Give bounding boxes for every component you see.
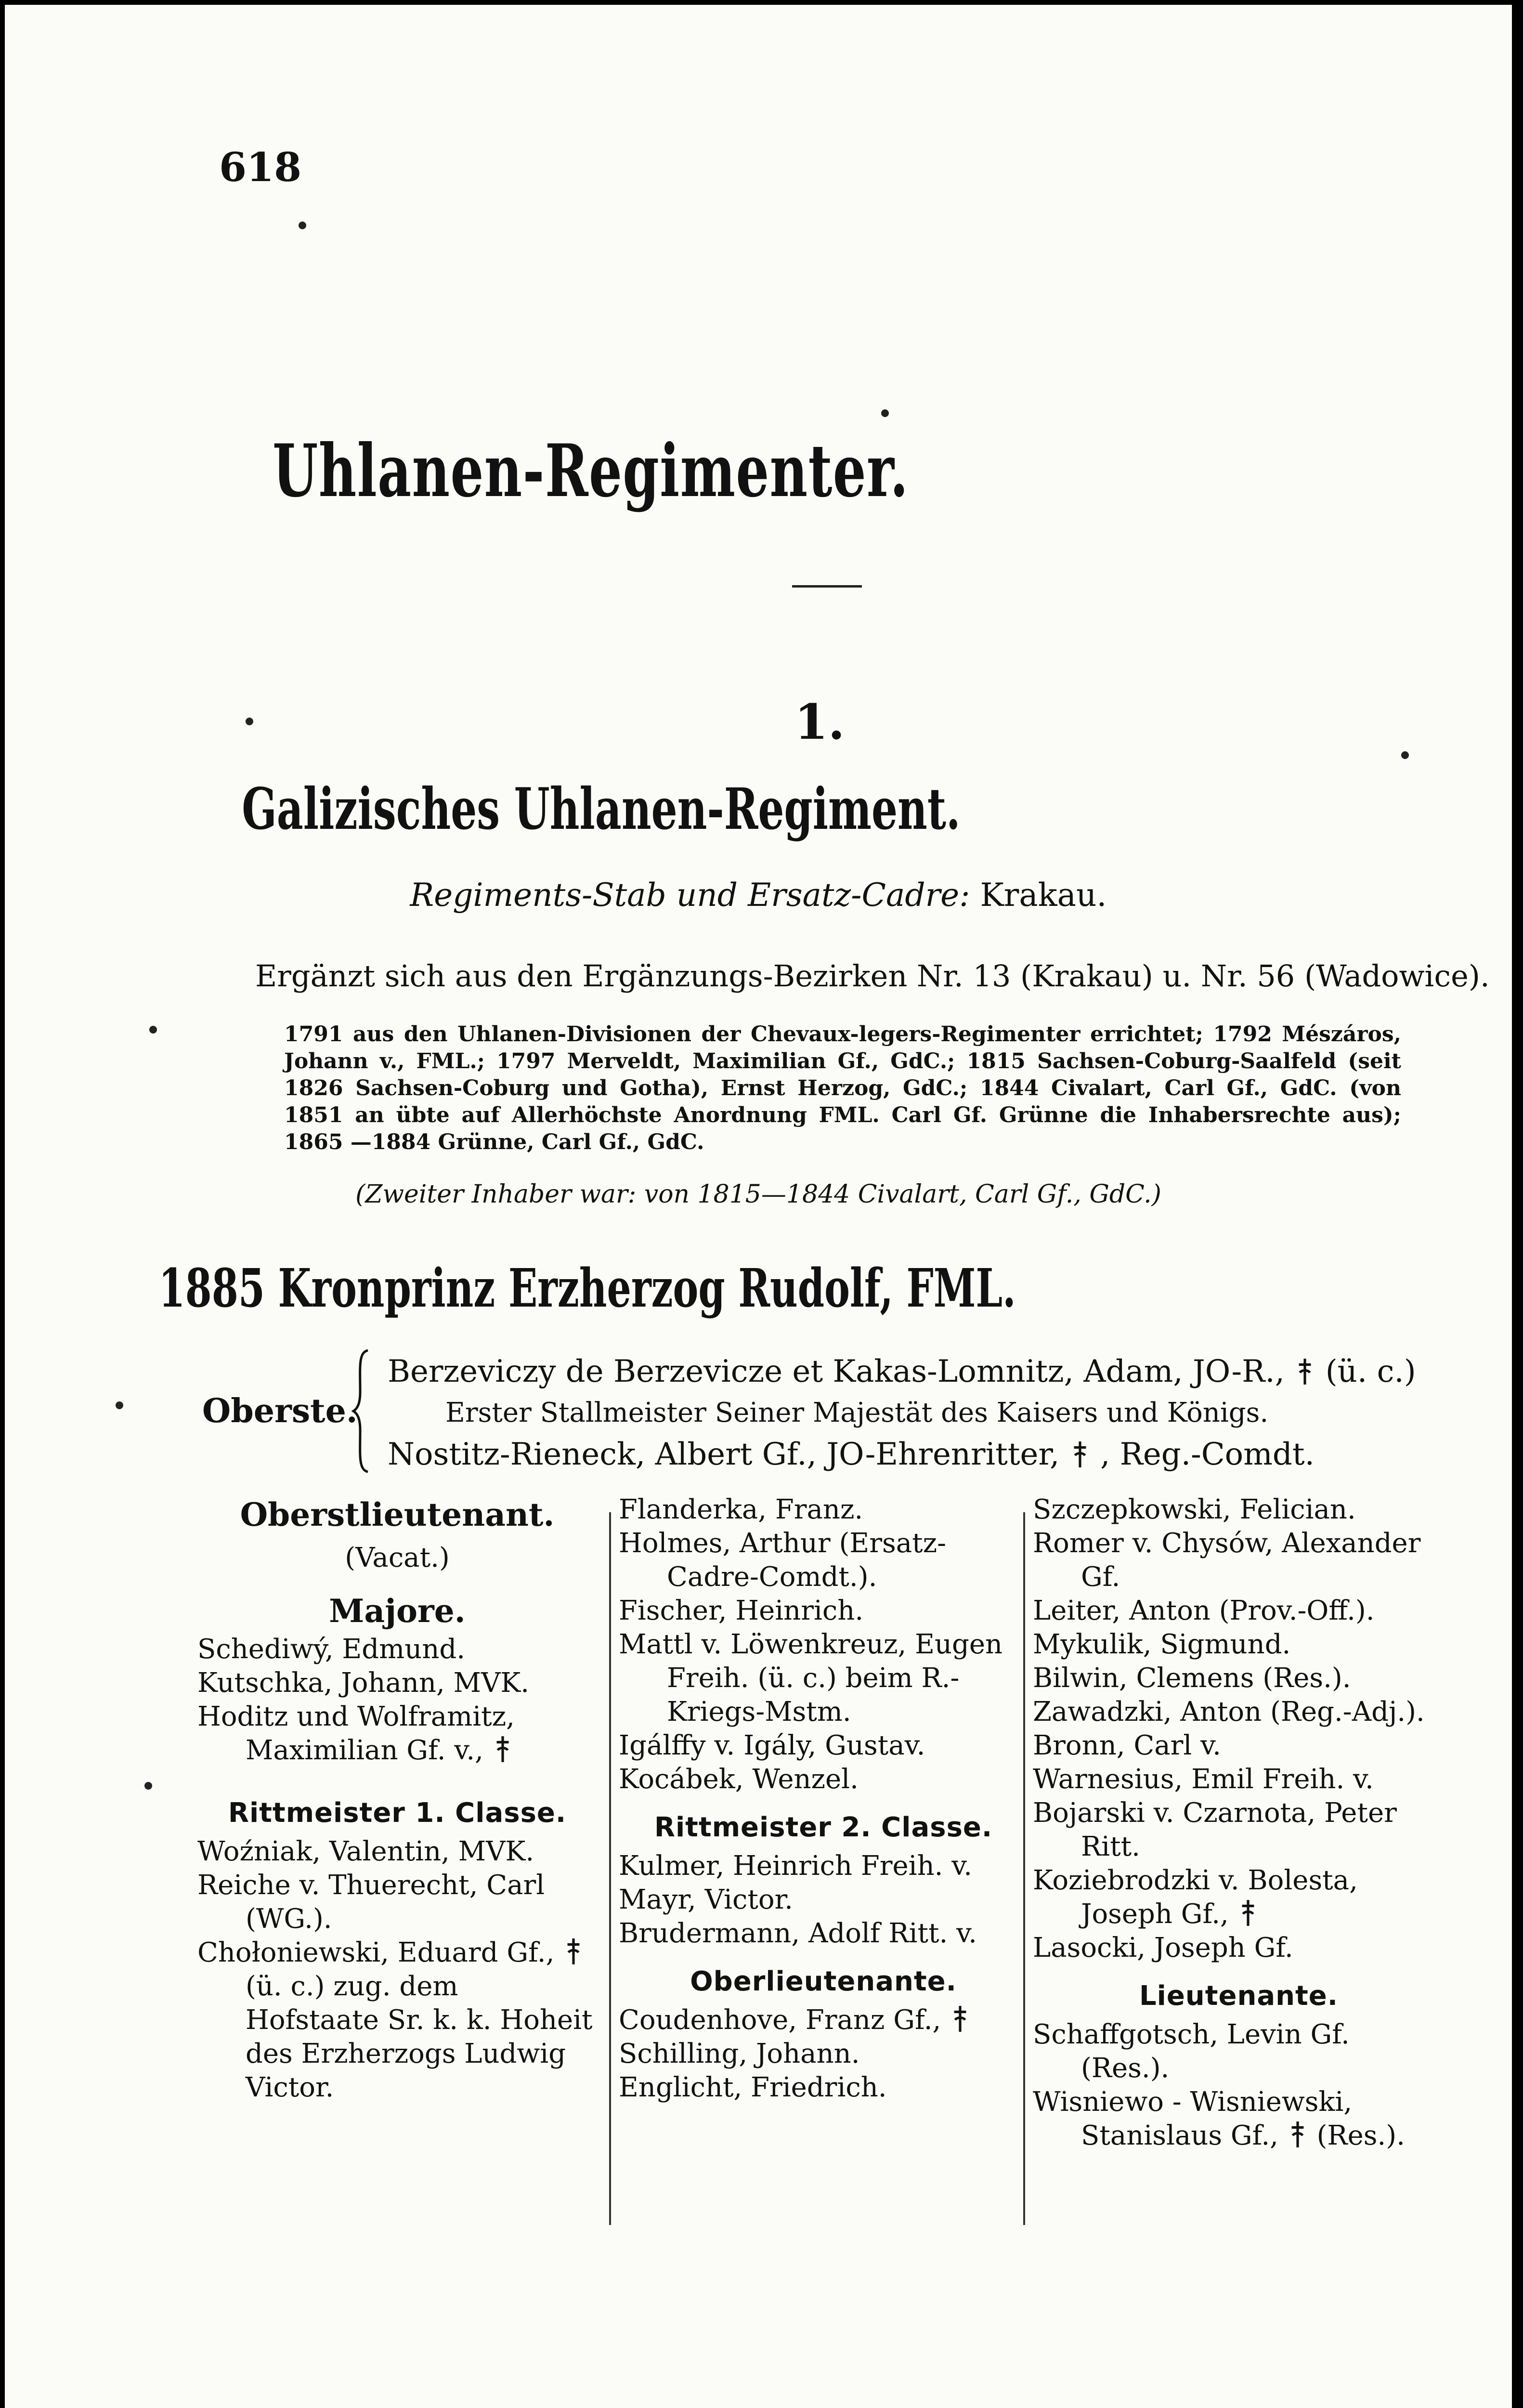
regiment-stab: [5, 877, 1512, 914]
column-1: [197, 1493, 597, 2105]
list-item: Schaffgotsch, Levin Gf. (Res.).: [1033, 2019, 1350, 2084]
scan-speck: [1401, 751, 1409, 759]
regiment-history: 1791 aus den Uhlanen-Divisionen der Chevaux-legers-Regimenter errichtet; 1792 Mészáros, Johann v., FML.; 1797 Merveldt, Maximilian Gf., GdC.; 1815 Sachsen-Coburg-Saalfeld (seit 1826 Sachsen-Coburg und Gotha), Ernst Herzog, GdC.; 1844 Civalart, Carl Gf., GdC. (von 1851 an übte auf Allerhöchste Anordnung FML. Carl Gf. Grünne die Inhabersrechte aus); 1865 —1884 Grünne, Carl Gf., GdC.: [284, 1022, 1401, 1154]
oberste-entry: Berzeviczy de Berzevicze et Kakas-Lomnitz, Adam, JO-R., (ü. c.): [388, 1354, 1416, 1389]
list-item: Igálffy v. Igály, Gustav.: [619, 1730, 925, 1761]
scan-speck: [116, 1401, 123, 1409]
list-item: Kocábek, Wenzel.: [619, 1764, 859, 1795]
oberste-list: [388, 1351, 1416, 1475]
list-item: Schediwý, Edmund.: [197, 1634, 466, 1665]
inhaber-line: 1885 Kronprinz Erzherzog Rudolf, FML.: [158, 1257, 1016, 1319]
list-item: Warnesius, Emil Freih. v.: [1033, 1764, 1374, 1795]
list-item: Hoditz und Wolframitz, Maximilian Gf. v.,: [197, 1701, 515, 1766]
zweiter-inhaber: (Zweiter Inhaber war: von 1815—1844 Civalart, Carl Gf., GdC.): [355, 1180, 1161, 1209]
ergaenzung-line: Ergänzt sich aus den Ergänzungs-Bezirken Nr. 13 (Krakau) u. Nr. 56 (Wadowice).: [255, 958, 1490, 994]
majore-heading: Majore.: [329, 1592, 466, 1630]
oberste-note: Erster Stallmeister Seiner Majestät des Kaisers und Königs.: [445, 1397, 1269, 1428]
oberste-entry: Nostitz-Rieneck, Albert Gf., JO-Ehrenritter, , Reg.-Comdt.: [388, 1437, 1315, 1472]
list-item: Mayr, Victor.: [619, 1884, 793, 1915]
list-item: Szczepkowski, Felician.: [1033, 1494, 1356, 1525]
oberstlieutenant-heading: Oberstlieutenant.: [240, 1496, 555, 1533]
list-item: Flanderka, Franz.: [619, 1494, 863, 1525]
column-divider: [609, 1512, 611, 2225]
list-item: Lasocki, Joseph Gf.: [1033, 1932, 1293, 1963]
scan-speck: [149, 1026, 157, 1034]
scan-speck: [881, 409, 889, 417]
stab-place: Krakau.: [980, 877, 1107, 914]
rittmeister1-heading: Rittmeister 1. Classe.: [228, 1797, 567, 1829]
list-item: Brudermann, Adolf Ritt. v.: [619, 1918, 977, 1949]
list-item: Mattl v. Löwenkreuz, Eugen Freih. (ü. c.) beim R.-Kriegs-Mstm.: [619, 1629, 1003, 1727]
cross-decoration-icon: [492, 1735, 513, 1763]
rittmeister2-heading: Rittmeister 2. Classe.: [654, 1812, 993, 1843]
list-item: Kutschka, Johann, MVK.: [197, 1667, 530, 1699]
cross-decoration-icon: [1287, 2120, 1308, 2148]
vacat-text: (Vacat.): [345, 1542, 450, 1573]
page-title: Uhlanen-Regimenter.: [273, 429, 909, 513]
list-item: Bojarski v. Czarnota, Peter Ritt.: [1033, 1797, 1397, 1862]
cross-decoration-icon: [1294, 1358, 1315, 1386]
column-3: [1033, 1493, 1445, 2153]
list-item: Holmes, Arthur (Ersatz-Cadre-Comdt.).: [619, 1528, 947, 1593]
cross-decoration-icon: [1237, 1899, 1259, 1927]
stab-label: Regiments-Stab und Ersatz-Cadre:: [410, 877, 970, 914]
list-item: Schilling, Johann.: [619, 2038, 860, 2069]
regiment-name: Galizisches Uhlanen-Regiment.: [242, 775, 961, 842]
list-item: Fischer, Heinrich.: [619, 1595, 864, 1626]
list-item: Koziebrodzki v. Bolesta, Joseph Gf.,: [1033, 1865, 1358, 1930]
list-item: Chołoniewski, Eduard Gf., (ü. c.) zug. dem Hofstaate Sr. k. k. Hoheit des Erzherzogs Ludwig Victor.: [197, 1937, 593, 2103]
column-2: [619, 1493, 1028, 2105]
list-item: Englicht, Friedrich.: [619, 2072, 887, 2103]
list-item: Leiter, Anton (Prov.-Off.).: [1033, 1595, 1375, 1626]
curly-brace-icon: [351, 1348, 371, 1474]
list-item: Woźniak, Valentin, MVK.: [197, 1836, 534, 1867]
list-item: Bronn, Carl v.: [1033, 1730, 1221, 1761]
oberlieutenante-heading: Oberlieutenante.: [690, 1966, 957, 1997]
cross-decoration-icon: [563, 1937, 584, 1965]
cross-decoration-icon: [1069, 1440, 1091, 1468]
list-item: Zawadzki, Anton (Reg.-Adj.).: [1033, 1696, 1425, 1727]
list-item: Coudenhove, Franz Gf.,: [619, 2003, 1028, 2037]
list-item: Romer v. Chysów, Alexander Gf.: [1033, 1528, 1421, 1593]
regiment-number: 1.: [794, 694, 845, 750]
page-number: 618: [219, 144, 302, 191]
title-divider: [792, 585, 862, 588]
lieutenante-heading: Lieutenante.: [1139, 1980, 1339, 2012]
scan-speck: [299, 222, 306, 229]
scan-speck: [246, 718, 253, 725]
list-item: Reiche v. Thuerecht, Carl (WG.).: [197, 1870, 545, 1935]
oberste-label: Oberste.: [202, 1392, 358, 1430]
cross-decoration-icon: [950, 2005, 971, 2033]
list-item: Bilwin, Clemens (Res.).: [1033, 1662, 1351, 1694]
list-item: Kulmer, Heinrich Freih. v.: [619, 1850, 973, 1882]
document-page: [5, 5, 1512, 2408]
list-item: Wisniewo - Wisniewski, Stanislaus Gf., (Res.).: [1033, 2086, 1405, 2151]
scan-speck: [144, 1782, 152, 1790]
list-item: Mykulik, Sigmund.: [1033, 1629, 1291, 1660]
